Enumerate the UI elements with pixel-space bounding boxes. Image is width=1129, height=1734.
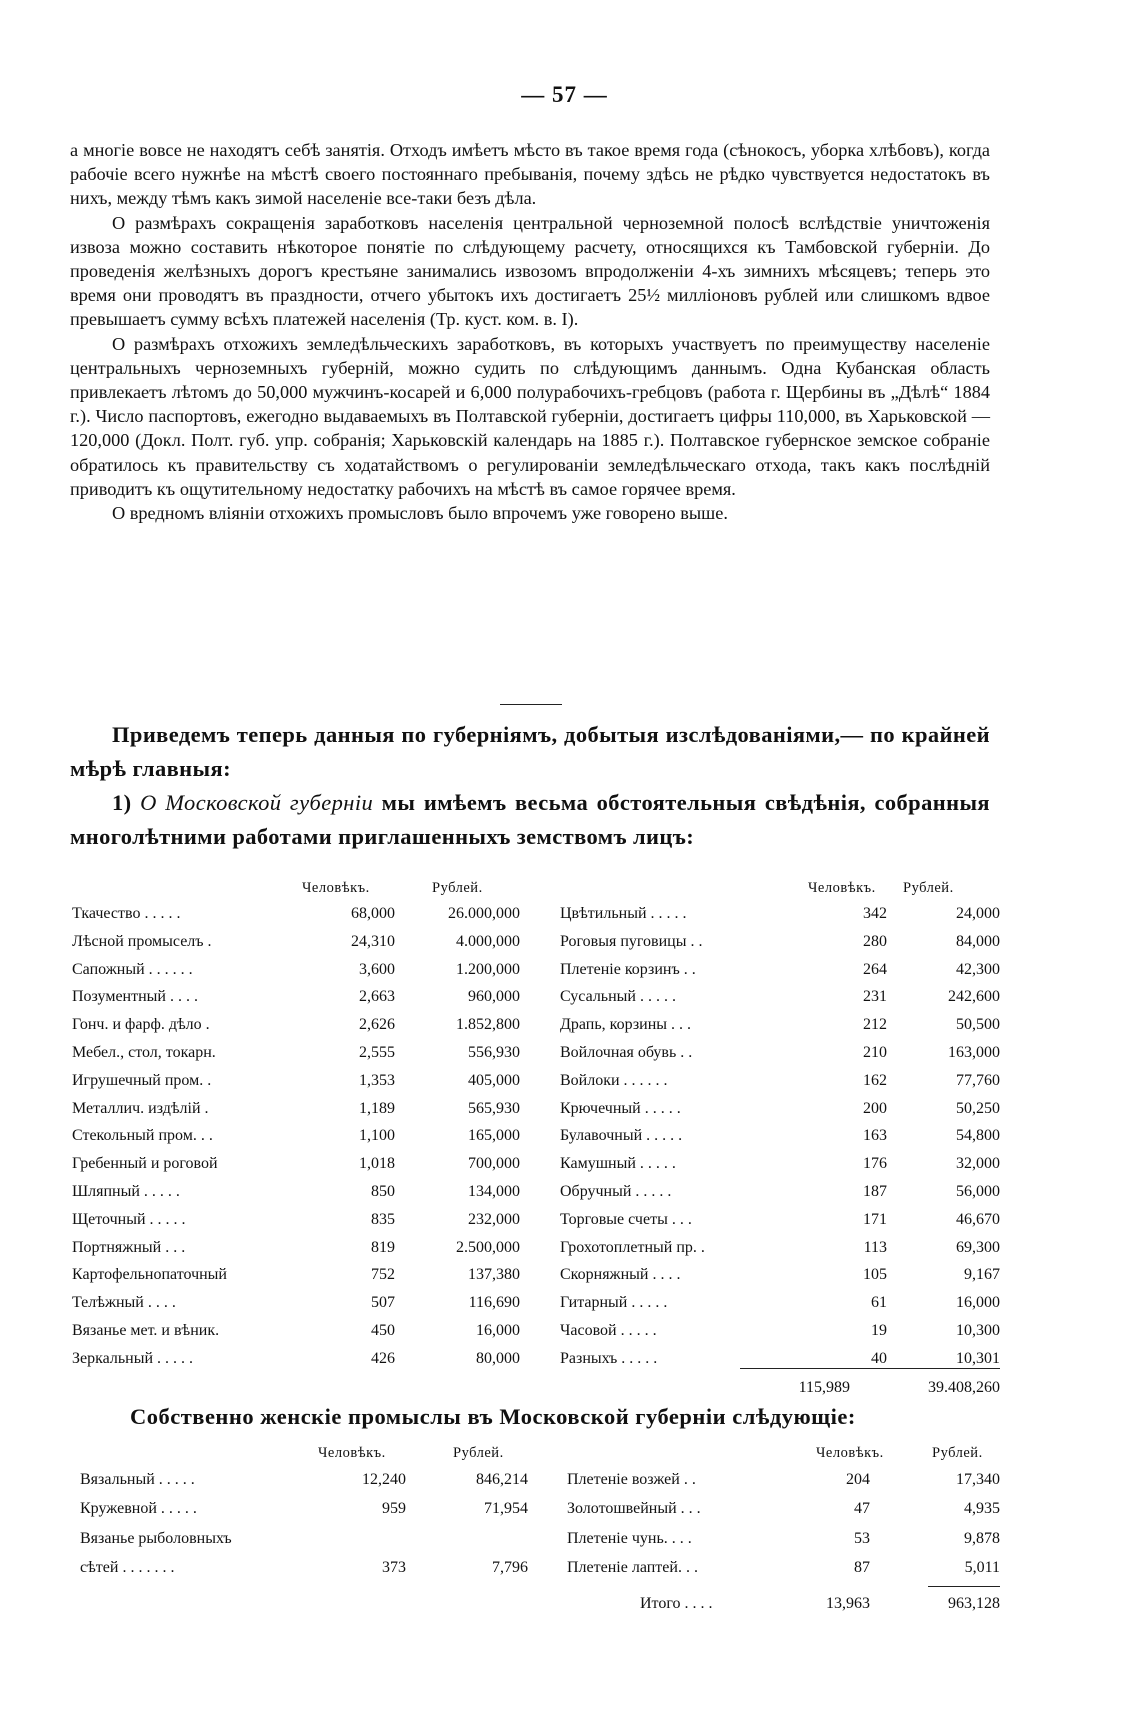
people-count: 210 (863, 1044, 887, 1061)
sum-line (928, 1586, 1000, 1587)
trade-name: Войлоки . . . . . . (560, 1071, 668, 1089)
rubles-amount: 16,000 (476, 1322, 520, 1339)
total-label: Итого . . . . (640, 1595, 713, 1612)
people-count: 24,310 (351, 932, 395, 950)
rubles-amount: 77,760 (956, 1071, 1000, 1089)
rubles-amount: 56,000 (956, 1183, 1000, 1200)
table-row (72, 900, 520, 927)
trade-name: Гитарный . . . . . (560, 1294, 668, 1312)
rubles-amount: 1.200,000 (456, 960, 520, 978)
people-count: 426 (371, 1349, 395, 1367)
table-row (72, 1234, 520, 1261)
total-people: 115,989 (798, 1379, 850, 1396)
trade-name: Золотошвейный . . . (567, 1500, 701, 1518)
rubles-amount: 137,380 (468, 1266, 520, 1284)
rubles-amount: 46,670 (956, 1210, 1000, 1228)
table-row (80, 1466, 528, 1493)
people-count: 1,100 (359, 1127, 395, 1145)
table-row (72, 928, 520, 955)
people-count: 959 (382, 1500, 406, 1518)
people-count: 2,663 (359, 988, 395, 1006)
rubles-amount: 16,000 (956, 1294, 1000, 1312)
table-row (72, 1317, 520, 1344)
rubles-amount: 960,000 (468, 988, 520, 1006)
trade-name: Булавочный . . . . . (560, 1127, 683, 1145)
table-row (567, 1466, 1000, 1493)
rubles-amount: 116,690 (468, 1294, 520, 1312)
people-count: 752 (371, 1266, 395, 1284)
trade-name: Ткачество . . . . . (72, 905, 181, 922)
rubles-amount: 165,000 (468, 1127, 520, 1145)
column-header-rubles: Рублей. (453, 1445, 504, 1461)
people-count: 87 (854, 1558, 870, 1576)
table-row (72, 1067, 520, 1094)
subsection-text: мы имѣемъ весьма обстоятельныя свѣдѣнія, собранныя многолѣтними работами приглашенныхъ земствомъ лицъ: (70, 790, 990, 849)
table-row (560, 1122, 1000, 1149)
section-divider (500, 704, 562, 705)
paragraph: О вредномъ вліяніи отхожихъ промысловъ было впрочемъ уже говорено выше. (112, 503, 728, 524)
rubles-amount: 71,954 (484, 1500, 528, 1518)
people-count: 204 (846, 1471, 870, 1488)
body-text (70, 138, 990, 525)
people-count: 850 (371, 1183, 395, 1200)
people-count: 231 (863, 988, 887, 1006)
rubles-amount: 846,214 (476, 1471, 528, 1488)
paragraph: а многіе вовсе не находятъ себѣ занятія. Отходъ имѣетъ мѣсто въ такое время года (сѣнокосъ, уборка хлѣбовъ), когда рабочіе всего нужнѣе на мѣстѣ своего постояннаго пребыванія, почему здѣсь не рѣдко чувствуется недостатокъ въ нихъ, между тѣмъ какъ зимой населеніе все-таки безъ дѣла. (70, 140, 990, 209)
rubles-amount: 134,000 (468, 1183, 520, 1200)
table-row (72, 1261, 520, 1288)
people-count: 113 (863, 1238, 887, 1256)
people-count: 3,600 (359, 960, 395, 978)
people-count: 819 (371, 1238, 395, 1256)
rubles-amount: 405,000 (468, 1071, 520, 1089)
table-row (560, 900, 1000, 927)
rubles-amount: 232,000 (468, 1210, 520, 1228)
people-count: 163 (863, 1127, 887, 1145)
trade-name: Мебел., стол, токарн. (72, 1044, 216, 1061)
total-rubles: 39.408,260 (928, 1379, 1000, 1396)
rubles-amount: 556,930 (468, 1044, 520, 1061)
sum-line (740, 1368, 1000, 1369)
rubles-amount: 1.852,800 (456, 1016, 520, 1034)
table-row (72, 1289, 520, 1316)
table-row (560, 928, 1000, 955)
people-count: 2,626 (359, 1016, 395, 1034)
rubles-amount: 42,300 (956, 960, 1000, 978)
people-count: 12,240 (362, 1471, 406, 1488)
table-row (72, 1206, 520, 1233)
people-count: 68,000 (351, 905, 395, 922)
trade-name: Плетеніе лаптей. . . (567, 1558, 698, 1576)
rubles-amount: 2.500,000 (456, 1238, 520, 1256)
rubles-amount: 10,301 (956, 1349, 1000, 1367)
trade-name: Роговыя пуговицы . . (560, 932, 703, 950)
rubles-amount: 54,800 (956, 1127, 1000, 1145)
people-count: 40 (871, 1349, 887, 1367)
table-row (560, 1178, 1000, 1205)
column-header-rubles: Рублей. (932, 1445, 983, 1461)
people-count: 280 (863, 932, 887, 950)
trade-name: Сусальный . . . . . (560, 988, 676, 1006)
trade-name: Картофельнопаточный (72, 1266, 227, 1284)
trade-name: Гонч. и фарф. дѣло . (72, 1016, 210, 1034)
rubles-amount: 4.000,000 (456, 932, 520, 950)
table-row (560, 1011, 1000, 1038)
column-header-people: Человѣкъ. (808, 880, 876, 896)
trade-name: сѣтей . . . . . . . (80, 1558, 175, 1576)
trade-name: Драпь, корзины . . . (560, 1016, 692, 1034)
people-count: 105 (863, 1266, 887, 1284)
table-row (560, 1206, 1000, 1233)
trade-name: Сапожный . . . . . . (72, 960, 193, 978)
table-row (80, 1525, 528, 1552)
people-count: 342 (863, 905, 887, 922)
rubles-amount: 700,000 (468, 1155, 520, 1173)
trade-name: Плетеніе возжей . . (567, 1471, 696, 1488)
table-row (560, 1150, 1000, 1177)
rubles-amount: 84,000 (956, 932, 1000, 950)
people-count: 187 (863, 1183, 887, 1200)
table-row (72, 983, 520, 1010)
people-count: 176 (863, 1155, 887, 1173)
people-count: 2,555 (359, 1044, 395, 1061)
trade-name: Позументный . . . . (72, 988, 198, 1006)
people-count: 61 (871, 1294, 887, 1312)
total-rubles: 963,128 (948, 1595, 1000, 1612)
trade-name: Плетеніе корзинъ . . (560, 960, 696, 978)
trade-name: Крючечный . . . . . (560, 1099, 681, 1117)
paragraph: О размѣрахъ сокращенія заработковъ населенія центральной черноземной полосѣ вслѣдствіе уничтоженія извоза можно составить нѣкоторое понятіе по слѣдующему расчету, относящихся къ Тамбовской губерніи. До проведенія желѣзныхъ дорогъ крестьяне занимались извозомъ впродолженіи 4-хъ зимнихъ мѣсяцевъ; теперь это время они проводятъ въ праздности, отчего убытокъ ихъ достигаетъ 25½ милліоновъ рублей или слишкомъ вдвое превышаетъ сумму всѣхъ платежей населенія (Тр. куст. ком. в. I). (70, 212, 990, 330)
table-row (80, 1495, 528, 1522)
total-row (740, 1374, 1000, 1401)
table-row (567, 1525, 1000, 1552)
trade-name: Грохотоплетный пр. . (560, 1238, 705, 1256)
trade-name: Вязанье рыболовныхъ (80, 1529, 232, 1547)
table-row (560, 1234, 1000, 1261)
table-row (72, 956, 520, 983)
page-number: — 57 — (521, 82, 608, 107)
table-row (560, 1039, 1000, 1066)
column-header-rubles: Рублей. (432, 880, 483, 896)
trade-name: Металлич. издѣлій . (72, 1099, 209, 1117)
people-count: 171 (863, 1210, 887, 1228)
column-header-people: Человѣкъ. (302, 880, 370, 896)
rubles-amount: 242,600 (948, 988, 1000, 1006)
people-count: 162 (863, 1071, 887, 1089)
paragraph: О размѣрахъ отхожихъ земледѣльческихъ заработковъ, въ которыхъ участвуетъ по преимуществу населеніе центральныхъ черноземныхъ губерній, можно судить по слѣдующимъ даннымъ. Одна Кубанская область привлекаетъ лѣтомъ до 50,000 мужчинъ-косарей и 6,000 полурабочихъ-гребцовъ (работа г. Щербины въ „Дѣлѣ“ 1884 г.). Число паспортовъ, ежегодно выдаваемыхъ въ Полтавской губерніи, достигаетъ цифры 110,000, въ Харьковской — 120,000 (Докл. Полт. губ. упр. собранія; Харьковскій календарь на 1885 г.). Полтавское губернское земское собраніе обратилось къ правительству съ ходатайствомъ о регулированіи земледѣльческаго отхода, такъ какъ послѣдній приводитъ къ ощутительному недостатку рабочихъ на мѣстѣ въ самое горячее время. (70, 333, 990, 499)
trade-name: Войлочная обувь . . (560, 1044, 693, 1061)
trade-name: Скорняжный . . . . (560, 1266, 681, 1284)
table-row (560, 956, 1000, 983)
table-row (560, 1095, 1000, 1122)
people-count: 507 (371, 1294, 395, 1312)
trade-name: Игрушечный пром. . (72, 1071, 212, 1089)
trade-name: Разныхъ . . . . . (560, 1349, 658, 1367)
column-header-people: Человѣкъ. (816, 1445, 884, 1461)
table-row (72, 1150, 520, 1177)
trade-name: Щеточный . . . . . (72, 1210, 186, 1228)
rubles-amount: 17,340 (956, 1471, 1000, 1488)
trade-name: Торговые счеты . . . (560, 1210, 692, 1228)
people-count: 264 (863, 960, 887, 978)
rubles-amount: 50,250 (956, 1099, 1000, 1117)
column-header-rubles: Рублей. (903, 880, 954, 896)
trade-name: Вязанье мет. и вѣник. (72, 1322, 220, 1339)
rubles-amount: 69,300 (956, 1238, 1000, 1256)
people-count: 1,018 (359, 1155, 395, 1173)
trade-name: Портняжный . . . (72, 1238, 186, 1256)
table-row (567, 1495, 1000, 1522)
table-row (560, 1317, 1000, 1344)
table-row (72, 1178, 520, 1205)
trade-name: Плетеніе чунь. . . . (567, 1529, 692, 1547)
trade-name: Лѣсной промыселъ . (72, 932, 212, 950)
rubles-amount: 10,300 (956, 1322, 1000, 1339)
trade-name: Зеркальный . . . . . (72, 1349, 194, 1367)
trade-name: Шляпный . . . . . (72, 1183, 180, 1200)
trade-name: Стекольный пром. . . (72, 1127, 213, 1145)
rubles-amount: 9,167 (964, 1266, 1000, 1284)
rubles-amount: 24,000 (956, 905, 1000, 922)
rubles-amount: 80,000 (476, 1349, 520, 1367)
people-count: 19 (871, 1322, 887, 1339)
rubles-amount: 5,011 (964, 1558, 1000, 1576)
women-trades-title: Собственно женскіе промыслы въ Московской губерніи слѣдующіе: (130, 1404, 856, 1429)
people-count: 373 (382, 1558, 406, 1576)
trade-name: Телѣжный . . . . (72, 1294, 176, 1312)
rubles-amount: 32,000 (956, 1155, 1000, 1173)
section-heading (70, 718, 990, 854)
rubles-amount: 163,000 (948, 1044, 1000, 1061)
people-count: 53 (854, 1529, 870, 1547)
trade-name: Кружевной . . . . . (80, 1500, 197, 1518)
rubles-amount: 7,796 (492, 1558, 528, 1576)
table-row (560, 1067, 1000, 1094)
people-count: 212 (863, 1016, 887, 1034)
trade-name: Обручный . . . . . (560, 1183, 672, 1200)
people-count: 200 (863, 1099, 887, 1117)
table-row (72, 1122, 520, 1149)
column-header-people: Человѣкъ. (318, 1445, 386, 1461)
subsection-italic: О Московской губерніи (140, 790, 374, 815)
rubles-amount: 9,878 (964, 1529, 1000, 1547)
table-row (72, 1345, 520, 1372)
trade-name: Цвѣтильный . . . . . (560, 905, 687, 922)
table-row (72, 1011, 520, 1038)
section-heading-text: Приведемъ теперь данныя по губерніямъ, добытыя изслѣдованіями,— по крайней мѣрѣ главныя: (70, 722, 990, 781)
subsection-number: 1) (112, 790, 132, 815)
total-row (640, 1590, 1000, 1617)
table-row (560, 1261, 1000, 1288)
table-row (72, 1039, 520, 1066)
trade-name: Вязальный . . . . . (80, 1471, 195, 1488)
total-people: 13,963 (826, 1595, 870, 1612)
table-row (567, 1554, 1000, 1581)
table-row (560, 983, 1000, 1010)
people-count: 450 (371, 1322, 395, 1339)
people-count: 47 (854, 1500, 870, 1518)
trade-name: Часовой . . . . . (560, 1322, 657, 1339)
people-count: 1,189 (359, 1099, 395, 1117)
trade-name: Камушный . . . . . (560, 1155, 676, 1173)
trade-name: Гребенный и роговой (72, 1155, 218, 1173)
table-row (72, 1095, 520, 1122)
table-row (560, 1289, 1000, 1316)
people-count: 1,353 (359, 1071, 395, 1089)
people-count: 835 (371, 1210, 395, 1228)
table-row (80, 1554, 528, 1581)
rubles-amount: 26.000,000 (448, 905, 520, 922)
subsection-heading (70, 786, 990, 854)
rubles-amount: 565,930 (468, 1099, 520, 1117)
rubles-amount: 4,935 (964, 1500, 1000, 1518)
rubles-amount: 50,500 (956, 1016, 1000, 1034)
